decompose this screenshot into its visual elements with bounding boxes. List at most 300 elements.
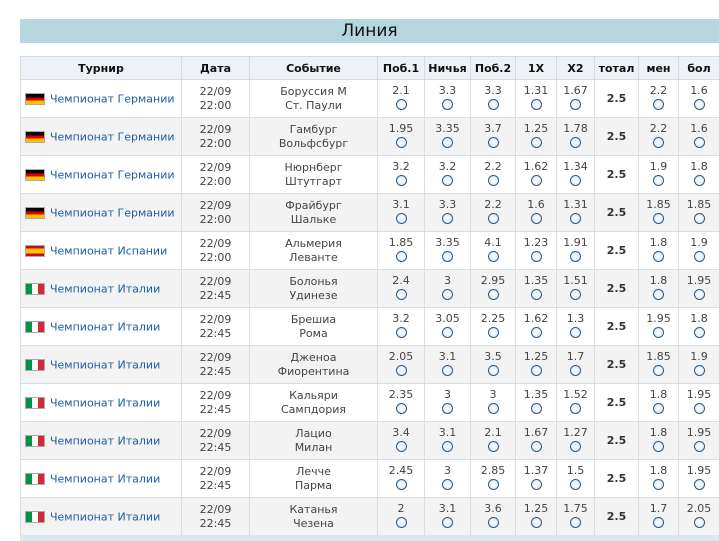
- date-cell: [182, 80, 250, 118]
- bet-radio-1x[interactable]: [531, 99, 542, 110]
- match-time: 22:45: [199, 288, 232, 302]
- table-row: [21, 308, 719, 346]
- table-row: [21, 346, 719, 384]
- bet-radio-win1[interactable]: [396, 99, 407, 110]
- table-row: [21, 232, 719, 270]
- team-away: Чезена: [293, 516, 334, 530]
- odds-value: 2.85: [480, 463, 506, 477]
- total-cell: [595, 422, 639, 460]
- odds-cell-under: [639, 156, 679, 194]
- bet-radio-x2[interactable]: [570, 441, 581, 452]
- team-away: Милан: [294, 440, 333, 454]
- bet-radio-1x[interactable]: [531, 327, 542, 338]
- odds-value: 2.1: [392, 83, 410, 97]
- bet-radio-under[interactable]: [653, 251, 664, 262]
- odds-cell-draw: [425, 346, 471, 384]
- team-away: Фиорентина: [277, 364, 350, 378]
- bet-radio-win1[interactable]: [396, 289, 407, 300]
- column-header: мен: [639, 57, 679, 80]
- event-cell: [250, 232, 378, 270]
- tournament-link[interactable]: Чемпионат Германии: [50, 92, 175, 106]
- flag-de-icon: [25, 93, 45, 105]
- column-header: тотал: [595, 57, 639, 80]
- odds-value: 1.67: [563, 83, 588, 97]
- column-header: 1X: [516, 57, 557, 80]
- bet-radio-under[interactable]: [653, 403, 664, 414]
- odds-value: 1.75: [563, 501, 588, 515]
- table-row: [21, 194, 719, 232]
- match-time: 22:45: [199, 440, 232, 454]
- total-value: 2.5: [606, 244, 627, 257]
- team-home: Лечче: [296, 464, 331, 478]
- bet-radio-win2[interactable]: [488, 441, 499, 452]
- odds-cell-under: [639, 460, 679, 498]
- table-row: [21, 460, 719, 498]
- bet-radio-win1[interactable]: [396, 517, 407, 528]
- team-away: Парма: [294, 478, 333, 492]
- odds-value: 3.1: [392, 197, 410, 211]
- bet-radio-draw[interactable]: [442, 251, 453, 262]
- total-value: 2.5: [606, 130, 627, 143]
- odds-value: 3.7: [484, 121, 502, 135]
- odds-cell-draw: [425, 80, 471, 118]
- bet-radio-win1[interactable]: [396, 365, 407, 376]
- odds-cell-over: [679, 460, 719, 498]
- odds-value: 1.31: [523, 83, 549, 97]
- odds-cell-win1: [378, 118, 425, 156]
- odds-cell-1x: [516, 156, 557, 194]
- total-cell: [595, 194, 639, 232]
- bet-radio-draw[interactable]: [442, 365, 453, 376]
- bet-radio-win2[interactable]: [488, 365, 499, 376]
- bet-radio-under[interactable]: [653, 289, 664, 300]
- total-cell: [595, 80, 639, 118]
- date-cell: [182, 156, 250, 194]
- match-time: 22:45: [199, 402, 232, 416]
- bet-radio-over[interactable]: [694, 175, 705, 186]
- bet-radio-x2[interactable]: [570, 479, 581, 490]
- team-away: Вольфсбург: [278, 136, 349, 150]
- total-value: 2.5: [606, 92, 627, 105]
- bet-radio-x2[interactable]: [570, 175, 581, 186]
- team-home: Брешиа: [290, 312, 337, 326]
- match-date: 22/09: [199, 426, 232, 440]
- odds-value: 1.78: [563, 121, 588, 135]
- odds-cell-over: [679, 422, 719, 460]
- tournament-link[interactable]: Чемпионат Италии: [50, 320, 161, 334]
- odds-cell-x2: [557, 80, 595, 118]
- column-header: Турнир: [21, 57, 182, 80]
- odds-cell-1x: [516, 460, 557, 498]
- event-cell: [250, 384, 378, 422]
- match-date: 22/09: [199, 388, 232, 402]
- total-value: 2.5: [606, 320, 627, 333]
- odds-cell-draw: [425, 384, 471, 422]
- flag-it-icon: [25, 283, 45, 295]
- bet-radio-under[interactable]: [653, 213, 664, 224]
- odds-value: 1.25: [523, 349, 549, 363]
- odds-value: 2.2: [649, 121, 668, 135]
- odds-value: 1.95: [686, 273, 712, 287]
- odds-cell-win2: [471, 384, 516, 422]
- bet-radio-win2[interactable]: [488, 213, 499, 224]
- date-cell: [182, 194, 250, 232]
- odds-value: 1.95: [388, 121, 414, 135]
- bet-radio-x2[interactable]: [570, 289, 581, 300]
- odds-cell-win2: [471, 232, 516, 270]
- team-home: Дженоа: [290, 350, 337, 364]
- bet-radio-win2[interactable]: [488, 99, 499, 110]
- bet-radio-draw[interactable]: [442, 175, 453, 186]
- odds-value: 1.9: [690, 349, 708, 363]
- team-away: Рома: [299, 326, 328, 340]
- odds-value: 1.6: [690, 121, 708, 135]
- odds-value: 1.91: [563, 235, 588, 249]
- odds-value: 3.1: [438, 425, 457, 439]
- bet-radio-over[interactable]: [694, 441, 705, 452]
- odds-value: 1.95: [686, 387, 712, 401]
- bet-radio-win1[interactable]: [396, 479, 407, 490]
- odds-value: 1.85: [686, 197, 712, 211]
- table-row: [21, 270, 719, 308]
- odds-value: 1.8: [649, 425, 668, 439]
- table-row: [21, 422, 719, 460]
- odds-cell-x2: [557, 460, 595, 498]
- bet-radio-win1[interactable]: [396, 175, 407, 186]
- odds-cell-x2: [557, 270, 595, 308]
- bet-radio-over[interactable]: [694, 251, 705, 262]
- table-row: [21, 156, 719, 194]
- tournament-link[interactable]: Чемпионат Италии: [50, 396, 161, 410]
- odds-value: 1.31: [563, 197, 588, 211]
- odds-value: 1.35: [523, 387, 549, 401]
- odds-cell-1x: [516, 384, 557, 422]
- flag-es-icon: [25, 245, 45, 257]
- bet-radio-under[interactable]: [653, 479, 664, 490]
- odds-value: 1.95: [686, 463, 712, 477]
- date-cell: [182, 460, 250, 498]
- bet-radio-under[interactable]: [653, 327, 664, 338]
- odds-value: 2.4: [392, 273, 410, 287]
- match-date: 22/09: [199, 198, 232, 212]
- bet-radio-1x[interactable]: [531, 441, 542, 452]
- bet-radio-x2[interactable]: [570, 99, 581, 110]
- bet-radio-x2[interactable]: [570, 403, 581, 414]
- total-value: 2.5: [606, 510, 627, 523]
- odds-cell-under: [639, 308, 679, 346]
- odds-cell-under: [639, 346, 679, 384]
- flag-de-icon: [25, 131, 45, 143]
- bet-radio-draw[interactable]: [442, 213, 453, 224]
- bet-radio-over[interactable]: [694, 137, 705, 148]
- odds-value: 3.1: [438, 349, 457, 363]
- bet-radio-x2[interactable]: [570, 517, 581, 528]
- flag-it-icon: [25, 511, 45, 523]
- bet-radio-under[interactable]: [653, 517, 664, 528]
- bet-radio-over[interactable]: [694, 289, 705, 300]
- tournament-link[interactable]: Чемпионат Италии: [50, 472, 161, 486]
- bet-radio-1x[interactable]: [531, 289, 542, 300]
- bet-radio-under[interactable]: [653, 175, 664, 186]
- team-away: Шальке: [290, 212, 337, 226]
- tournament-cell: [21, 346, 182, 384]
- footer-bar: [20, 535, 719, 541]
- tournament-link[interactable]: Чемпионат Италии: [50, 510, 161, 524]
- bet-radio-over[interactable]: [694, 517, 705, 528]
- odds-value: 3.5: [484, 349, 502, 363]
- total-value: 2.5: [606, 434, 627, 447]
- odds-value: 1.8: [690, 159, 708, 173]
- bet-radio-draw[interactable]: [442, 289, 453, 300]
- tournament-link[interactable]: Чемпионат Италии: [50, 282, 161, 296]
- bet-radio-over[interactable]: [694, 213, 705, 224]
- tournament-link[interactable]: Чемпионат Германии: [50, 206, 175, 220]
- bet-radio-draw[interactable]: [442, 517, 453, 528]
- flag-it-icon: [25, 321, 45, 333]
- total-cell: [595, 232, 639, 270]
- odds-cell-under: [639, 422, 679, 460]
- bet-radio-over[interactable]: [694, 365, 705, 376]
- odds-cell-1x: [516, 232, 557, 270]
- team-home: Фрайбург: [285, 198, 342, 212]
- bet-radio-win1[interactable]: [396, 327, 407, 338]
- event-cell: [250, 270, 378, 308]
- flag-de-icon: [25, 207, 45, 219]
- odds-cell-under: [639, 118, 679, 156]
- odds-cell-draw: [425, 270, 471, 308]
- odds-value: 1.25: [523, 121, 549, 135]
- bet-radio-win1[interactable]: [396, 137, 407, 148]
- bet-radio-1x[interactable]: [531, 251, 542, 262]
- odds-value: 1.37: [523, 463, 549, 477]
- odds-value: 1.6: [690, 83, 708, 97]
- bet-radio-win1[interactable]: [396, 251, 407, 262]
- bet-radio-win2[interactable]: [488, 403, 499, 414]
- event-cell: [250, 156, 378, 194]
- odds-value: 3: [444, 273, 451, 287]
- bet-radio-1x[interactable]: [531, 213, 542, 224]
- bet-radio-win1[interactable]: [396, 213, 407, 224]
- odds-cell-win2: [471, 270, 516, 308]
- tournament-cell: [21, 384, 182, 422]
- bet-radio-draw[interactable]: [442, 479, 453, 490]
- bet-radio-win2[interactable]: [488, 289, 499, 300]
- table-header-row: [21, 57, 719, 80]
- bet-radio-draw[interactable]: [442, 137, 453, 148]
- total-value: 2.5: [606, 358, 627, 371]
- odds-value: 3.4: [392, 425, 410, 439]
- date-cell: [182, 232, 250, 270]
- bet-radio-1x[interactable]: [531, 137, 542, 148]
- bet-radio-draw[interactable]: [442, 441, 453, 452]
- odds-cell-win1: [378, 80, 425, 118]
- odds-cell-over: [679, 308, 719, 346]
- odds-value: 1.95: [646, 311, 671, 325]
- bet-radio-over[interactable]: [694, 327, 705, 338]
- odds-value: 2.25: [480, 311, 506, 325]
- odds-cell-x2: [557, 308, 595, 346]
- column-header: Поб.2: [471, 57, 516, 80]
- bet-radio-over[interactable]: [694, 403, 705, 414]
- bet-radio-x2[interactable]: [570, 137, 581, 148]
- odds-cell-over: [679, 498, 719, 536]
- odds-cell-win2: [471, 156, 516, 194]
- bet-radio-under[interactable]: [653, 441, 664, 452]
- bet-radio-draw[interactable]: [442, 403, 453, 414]
- bet-radio-draw[interactable]: [442, 99, 453, 110]
- odds-value: 3.35: [435, 235, 460, 249]
- team-home: Болонья: [289, 274, 338, 288]
- odds-value: 2.05: [686, 501, 712, 515]
- tournament-cell: [21, 460, 182, 498]
- bet-radio-win2[interactable]: [488, 479, 499, 490]
- tournament-cell: [21, 80, 182, 118]
- odds-cell-1x: [516, 80, 557, 118]
- date-cell: [182, 346, 250, 384]
- bet-radio-draw[interactable]: [442, 327, 453, 338]
- column-header: X2: [557, 57, 595, 80]
- odds-cell-1x: [516, 346, 557, 384]
- odds-value: 1.34: [563, 159, 588, 173]
- bet-radio-win2[interactable]: [488, 517, 499, 528]
- bet-radio-under[interactable]: [653, 137, 664, 148]
- tournament-link[interactable]: Чемпионат Германии: [50, 130, 175, 144]
- bet-radio-x2[interactable]: [570, 365, 581, 376]
- bet-radio-win1[interactable]: [396, 403, 407, 414]
- bet-radio-x2[interactable]: [570, 251, 581, 262]
- odds-cell-1x: [516, 498, 557, 536]
- odds-cell-under: [639, 80, 679, 118]
- bet-radio-under[interactable]: [653, 99, 664, 110]
- odds-cell-draw: [425, 308, 471, 346]
- total-cell: [595, 346, 639, 384]
- odds-cell-win1: [378, 460, 425, 498]
- odds-value: 1.9: [649, 159, 668, 173]
- odds-value: 1.62: [523, 159, 549, 173]
- odds-cell-1x: [516, 118, 557, 156]
- team-away: Ст. Паули: [285, 98, 342, 112]
- odds-cell-win1: [378, 346, 425, 384]
- odds-value: 3.35: [435, 121, 460, 135]
- flag-it-icon: [25, 359, 45, 371]
- bet-radio-1x[interactable]: [531, 517, 542, 528]
- tournament-link[interactable]: Чемпионат Италии: [50, 358, 161, 372]
- odds-value: 2.2: [484, 197, 502, 211]
- column-header: Событие: [250, 57, 378, 80]
- tournament-link[interactable]: Чемпионат Испании: [50, 244, 168, 258]
- odds-cell-draw: [425, 498, 471, 536]
- tournament-cell: [21, 498, 182, 536]
- match-date: 22/09: [199, 312, 232, 326]
- odds-value: 3.6: [484, 501, 502, 515]
- odds-cell-x2: [557, 422, 595, 460]
- match-date: 22/09: [199, 122, 232, 136]
- odds-cell-draw: [425, 422, 471, 460]
- bet-radio-under[interactable]: [653, 365, 664, 376]
- odds-cell-1x: [516, 422, 557, 460]
- match-time: 22:45: [199, 478, 232, 492]
- odds-cell-win2: [471, 118, 516, 156]
- team-home: Кальяри: [289, 388, 338, 402]
- flag-it-icon: [25, 473, 45, 485]
- odds-cell-under: [639, 498, 679, 536]
- odds-value: 1.6: [527, 197, 545, 211]
- odds-value: 3.3: [438, 197, 457, 211]
- odds-value: 1.7: [649, 501, 668, 515]
- odds-cell-win1: [378, 422, 425, 460]
- bet-radio-win2[interactable]: [488, 137, 499, 148]
- odds-value: 3.2: [438, 159, 457, 173]
- bet-radio-win1[interactable]: [396, 441, 407, 452]
- bet-radio-win2[interactable]: [488, 251, 499, 262]
- odds-value: 2.2: [649, 83, 668, 97]
- tournament-cell: [21, 422, 182, 460]
- odds-cell-1x: [516, 270, 557, 308]
- odds-cell-win2: [471, 460, 516, 498]
- odds-cell-win2: [471, 80, 516, 118]
- odds-value: 1.67: [523, 425, 549, 439]
- team-home: Нюрнберг: [284, 160, 343, 174]
- odds-value: 2.05: [388, 349, 414, 363]
- bet-radio-x2[interactable]: [570, 213, 581, 224]
- tournament-cell: [21, 156, 182, 194]
- odds-cell-win2: [471, 422, 516, 460]
- odds-cell-win1: [378, 308, 425, 346]
- odds-value: 1.85: [388, 235, 414, 249]
- odds-value: 1.95: [686, 425, 712, 439]
- odds-value: 3.1: [438, 501, 457, 515]
- odds-value: 2: [397, 501, 405, 515]
- bet-radio-over[interactable]: [694, 99, 705, 110]
- table-row: [21, 384, 719, 422]
- date-cell: [182, 118, 250, 156]
- odds-cell-over: [679, 80, 719, 118]
- date-cell: [182, 308, 250, 346]
- odds-cell-draw: [425, 232, 471, 270]
- bet-radio-1x[interactable]: [531, 479, 542, 490]
- bet-radio-win2[interactable]: [488, 175, 499, 186]
- odds-cell-win2: [471, 346, 516, 384]
- column-header: Ничья: [425, 57, 471, 80]
- odds-cell-x2: [557, 232, 595, 270]
- bet-radio-over[interactable]: [694, 479, 705, 490]
- team-home: Альмерия: [285, 236, 342, 250]
- tournament-link[interactable]: Чемпионат Италии: [50, 434, 161, 448]
- odds-value: 2.35: [388, 387, 414, 401]
- odds-cell-x2: [557, 346, 595, 384]
- bet-radio-win2[interactable]: [488, 327, 499, 338]
- bet-radio-x2[interactable]: [570, 327, 581, 338]
- odds-cell-over: [679, 270, 719, 308]
- bet-radio-1x[interactable]: [531, 175, 542, 186]
- tournament-link[interactable]: Чемпионат Германии: [50, 168, 175, 182]
- date-cell: [182, 384, 250, 422]
- odds-value: 2.2: [484, 159, 502, 173]
- team-home: Гамбург: [289, 122, 338, 136]
- odds-cell-draw: [425, 194, 471, 232]
- odds-value: 1.8: [649, 273, 668, 287]
- team-away: Удинезе: [289, 288, 338, 302]
- total-value: 2.5: [606, 168, 627, 181]
- total-cell: [595, 156, 639, 194]
- odds-cell-x2: [557, 118, 595, 156]
- total-value: 2.5: [606, 396, 627, 409]
- date-cell: [182, 498, 250, 536]
- odds-value: 4.1: [484, 235, 502, 249]
- odds-value: 2.45: [388, 463, 414, 477]
- bet-radio-1x[interactable]: [531, 403, 542, 414]
- bet-radio-1x[interactable]: [531, 365, 542, 376]
